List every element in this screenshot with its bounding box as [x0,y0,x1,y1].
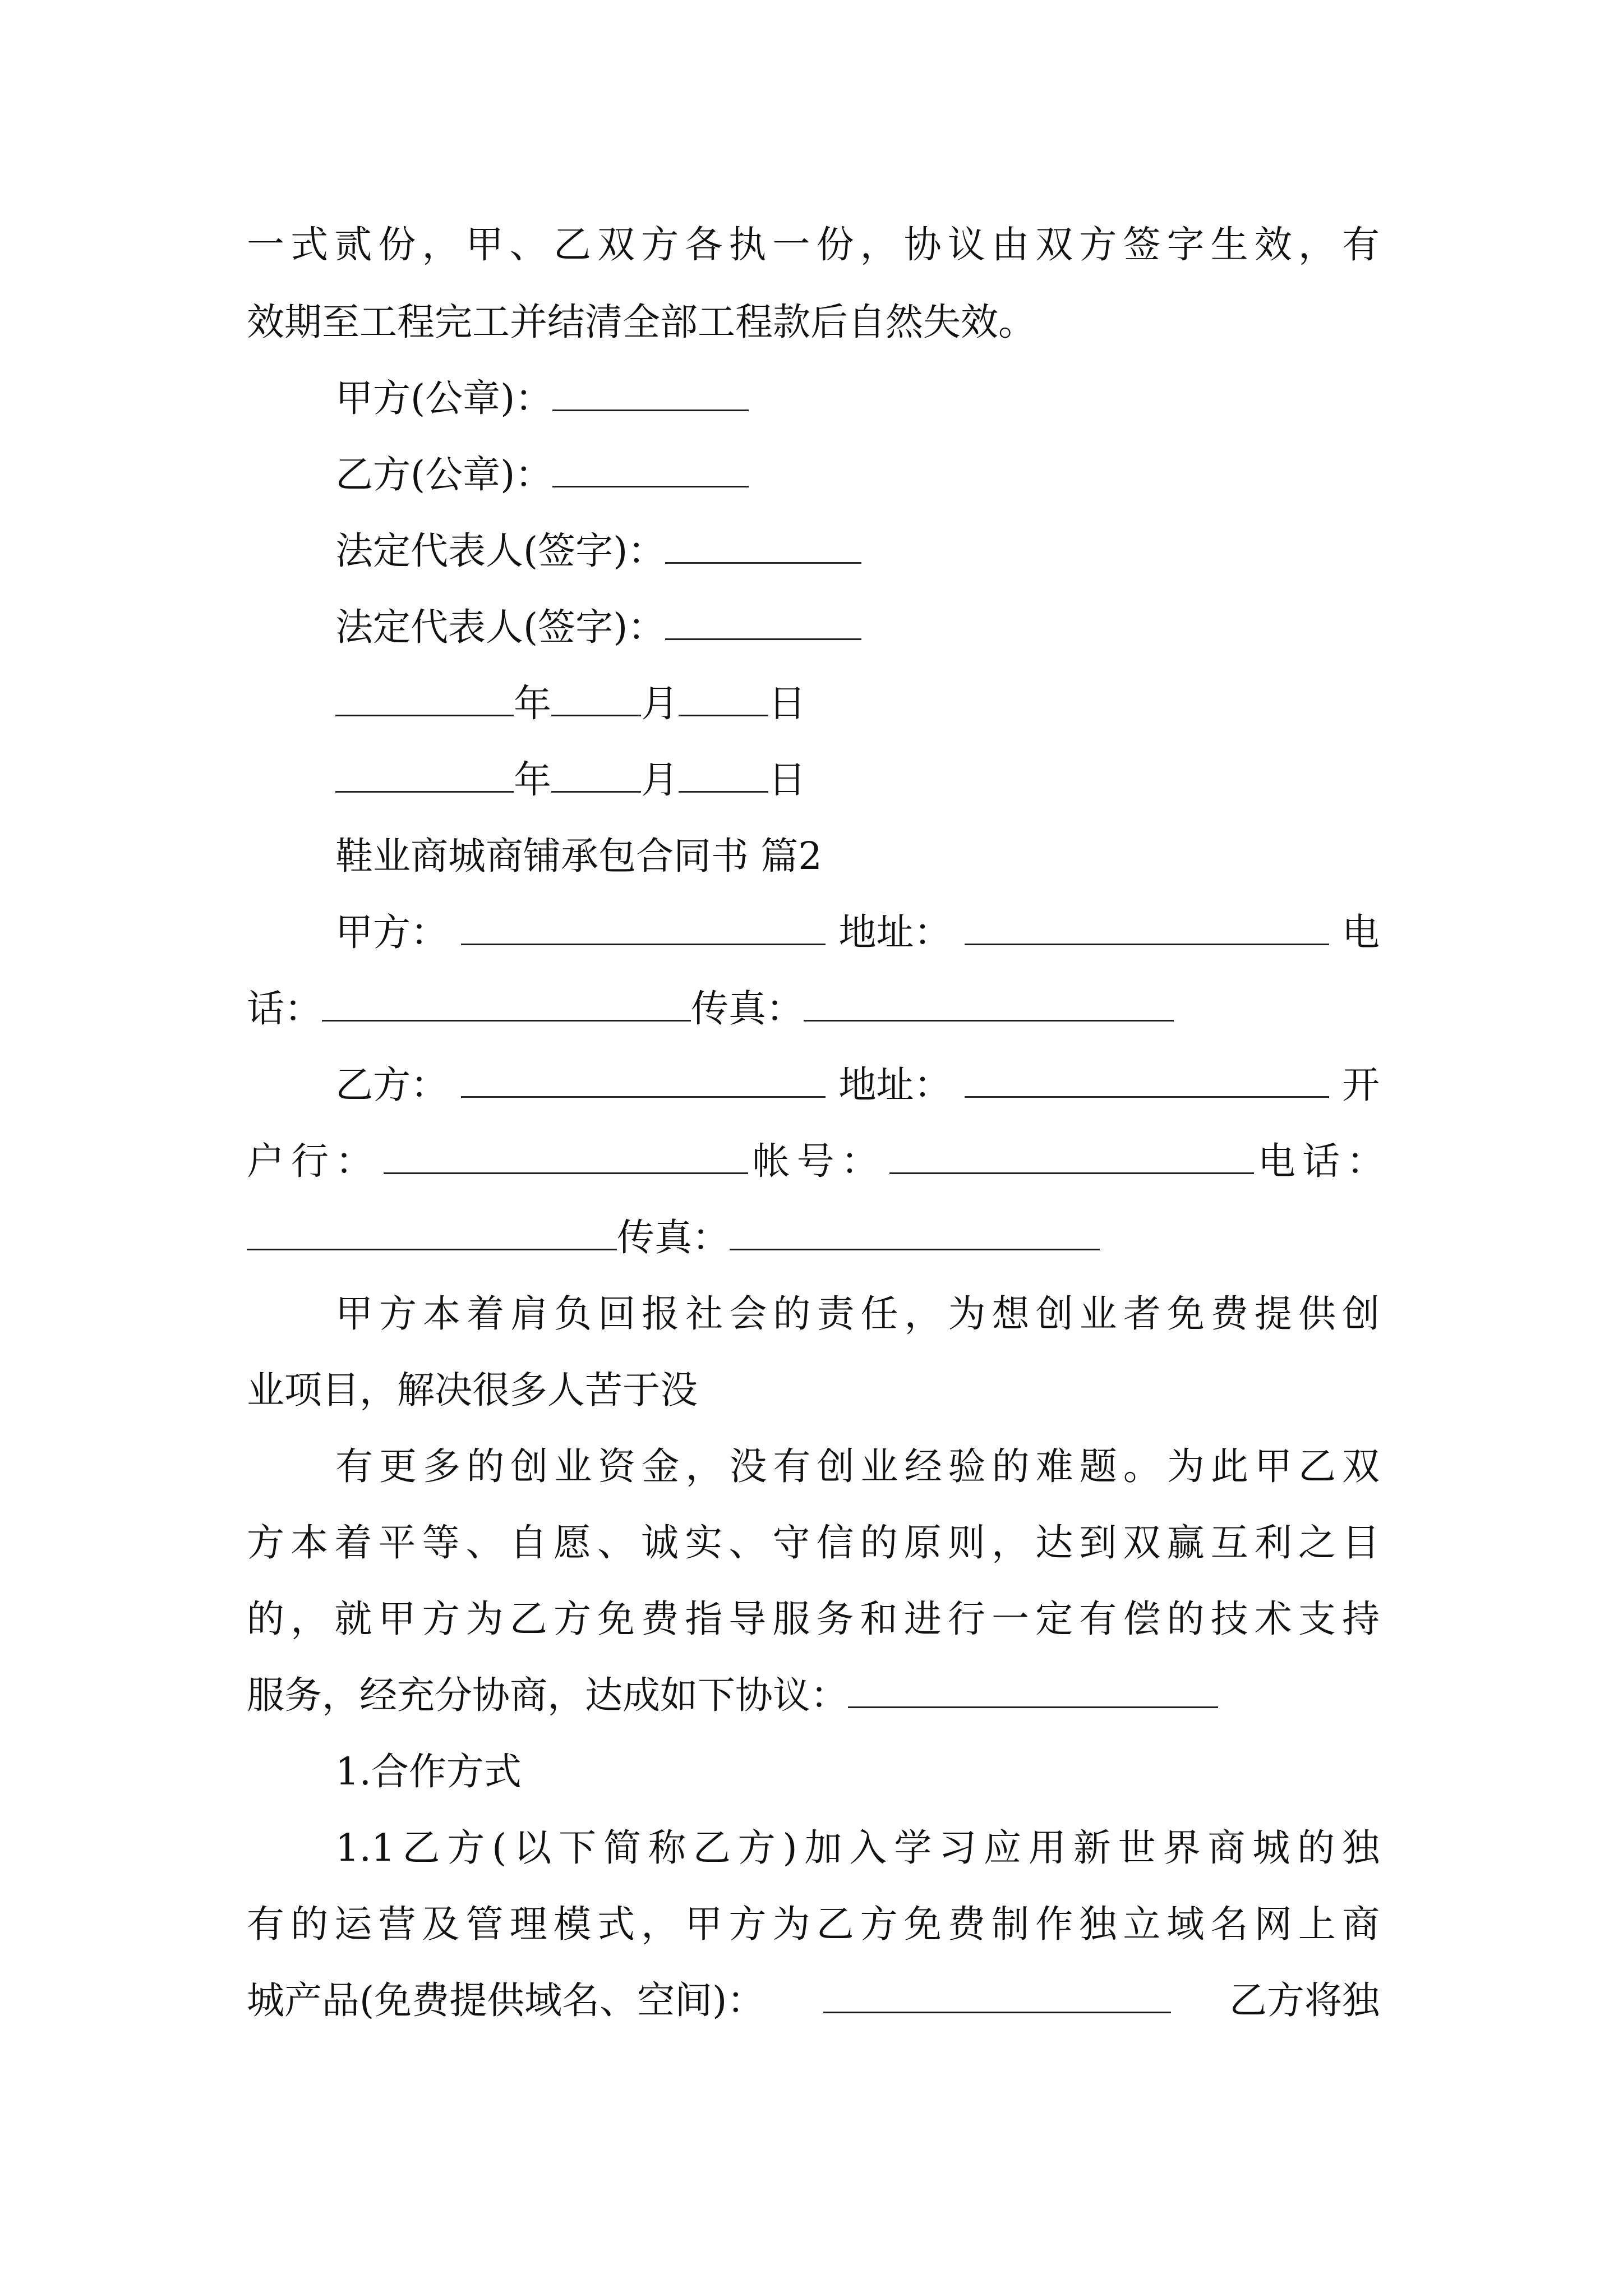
fax-blank [804,987,1174,1022]
paragraph-text: 服务，经充分协商，达成如下协议： [247,1673,848,1717]
signature-party-b [335,450,749,499]
paragraph-line: 1.1乙方(以下简称乙方)加入学习应用新世界商城的独 [335,1826,1380,1870]
year-label: 年 [514,758,551,802]
fax-label: 传真： [617,1216,730,1259]
year-label: 年 [514,682,551,725]
account-label: 帐号： [752,1139,886,1183]
paragraph-line: 甲方本着肩负回报社会的责任，为想创业者免费提供创 [335,1292,1380,1336]
party-a-row [335,908,1380,957]
paragraph-line: 业项目，解决很多人苦于没 [247,1368,698,1412]
party-b-bank-row [247,1137,1391,1186]
signature-label: 乙方(公章)： [335,453,553,496]
month-blank [551,682,641,716]
address-blank [965,1064,1329,1098]
bank-label-part: 户行： [247,1139,380,1183]
phone-blank [247,1216,617,1250]
year-blank [335,758,514,793]
month-blank [551,758,641,793]
day-blank [679,758,768,793]
agreement-blank [848,1674,1218,1708]
account-blank [889,1140,1254,1174]
paragraph-line: 有的运营及管理模式，甲方为乙方免费制作独立域名网上商 [247,1902,1380,1946]
paragraph-line: 效期至工程完工并结清全部工程款后自然失效。 [247,300,1036,344]
address-label: 地址： [838,1063,952,1107]
date-line [335,755,806,804]
paragraph-line: 有更多的创业资金，没有创业经验的难题。为此甲乙双 [335,1444,1380,1488]
month-label: 月 [641,682,679,725]
signature-label: 甲方(公章)： [335,376,553,420]
paragraph-line: 一式贰份，甲、乙双方各执一份，协议由双方签字生效，有 [247,223,1380,266]
year-blank [335,682,514,716]
phone-label-part: 电 [1342,910,1380,954]
party-a-label: 甲方： [335,910,448,954]
signature-blank [552,377,749,411]
signature-blank [665,530,861,564]
product-blank [823,1979,1171,2013]
month-label: 月 [641,758,679,802]
paragraph-text: 乙方将独 [1229,1978,1380,2022]
legal-representative-1 [335,526,861,576]
paragraph-line: 的，就甲方为乙方免费指导服务和进行一定有偿的技术支持 [247,1597,1380,1641]
bank-label-part: 开 [1342,1063,1380,1107]
party-a-phone-row [247,984,1174,1033]
party-b-fax-row [247,1213,1100,1262]
fax-blank [730,1216,1100,1250]
paragraph-line-with-blank [247,1976,1380,2025]
day-label: 日 [768,758,806,802]
signature-blank [665,606,861,640]
signature-blank [552,453,749,487]
phone-label: 电话： [1258,1139,1391,1183]
signature-label: 法定代表人(签字)： [335,605,666,649]
paragraph-text: 城产品(免费提供域名、空间)： [247,1978,765,2022]
party-b-row [335,1060,1380,1110]
day-blank [679,682,768,716]
legal-representative-2 [335,602,861,652]
fax-label: 传真： [691,987,804,1030]
section-title: 鞋业商城商铺承包合同书 篇2 [335,834,822,878]
clause-heading: 1.合作方式 [335,1750,522,1793]
date-line [335,679,806,728]
party-b-label: 乙方： [335,1063,448,1107]
paragraph-line-with-blank [247,1671,1218,1720]
party-a-blank [461,911,826,945]
bank-blank [384,1140,748,1174]
phone-label-part: 话： [247,987,322,1030]
signature-party-a [335,374,749,423]
party-b-blank [461,1064,826,1098]
day-label: 日 [768,682,806,725]
address-label: 地址： [838,910,952,954]
paragraph-line: 方本着平等、自愿、诚实、守信的原则，达到双赢互利之目 [247,1521,1380,1565]
signature-label: 法定代表人(签字)： [335,529,666,573]
address-blank [965,911,1329,945]
phone-blank [322,987,691,1022]
